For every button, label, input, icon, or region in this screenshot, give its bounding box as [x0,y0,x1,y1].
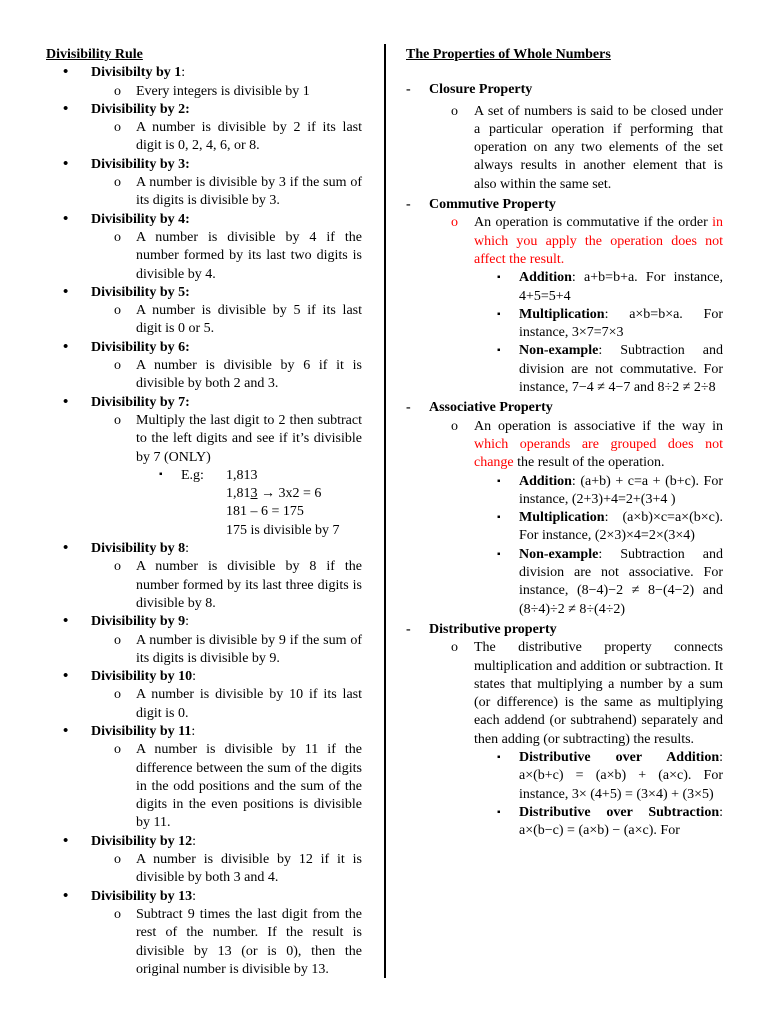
closure-property-text: o A set of numbers is said to be closed under a particular operation if performing that operation on any two elements of the set always results in another element that is also within the same set. [451,103,723,192]
divisibility-rules-list [46,64,362,979]
rule-heading: • Divisibility by 6: [46,339,362,357]
rule-heading: • Divisibility by 7: [46,394,362,412]
divisibility-rules-column [46,46,362,979]
distributive-property-heading: - Distributive property [406,621,557,637]
rule-description: o A number is divisible by 3 if the sum of its digits is divisible by 3. [114,175,362,209]
rule-description: o A number is divisible by 6 if it is divisible by both 2 and 3. [114,358,362,392]
rule-description: o Multiply the last digit to 2 then subtract to the left digits and see if it’s divisible by 7 (ONLY) [114,412,362,465]
divisibility-title: Divisibility Rule [46,47,143,62]
property-example-item: ▪ Multiplication: a×b=b×a. For instance, 3×7=7×3 [497,306,723,341]
associative-property-heading: - Associative Property [406,400,553,416]
property-example-item: ▪ Non-example: Subtraction and division are not associative. For instance, (8−4)−2 ≠ 8−(4−2) and (8÷4)÷2 ≠ 8÷(4÷2) [497,546,723,617]
properties-title: The Properties of Whole Numbers [406,47,611,62]
rule-description: o A number is divisible by 10 if its last digit is 0. [114,687,362,721]
property-example-item: ▪ Addition: a+b=b+a. For instance, 4+5=5+4 [497,270,723,304]
example-label: E.g: [181,467,204,483]
rule-description: o A number is divisible by 2 if its last digit is 0, 2, 4, 6, or 8. [114,120,362,154]
rule-description: o A number is divisible by 8 if the number formed by its last three digits is divisible by 8. [114,559,362,611]
commutive-property-text: o An operation is commutative if the order in which you apply the operation does not affect the result. [451,215,723,267]
rule-heading: • Divisibility by 4: [46,211,362,229]
associative-property-text: o An operation is associative if the way in which operands are grouped does not change the result of the operation. [451,418,723,471]
distributive-examples [406,749,723,840]
example-line: 175 is divisible by 7 [226,522,340,538]
rule-description: o A number is divisible by 11 if the difference between the sum of the digits in the odd positions and the sum of the digits in the even positions is divisible by 11. [114,742,362,831]
rule-heading: • Divisibility by 12: [46,833,362,851]
property-example-item: ▪ Distributive over Subtraction: a×(b−c) = (a×b) − (a×c). For [497,804,723,839]
commutive-examples [406,269,723,397]
distributive-property-text: o The distributive property connects multiplication and addition or subtraction. It states that multiplying a number by a sum (or difference) is the same as multiplying each addend (or subtrahend) separately and then adding (or subtracting) the results. [451,640,723,747]
rule-heading: • Divisibility by 8: [46,540,362,558]
rule-heading: • Divisibility by 3: [46,156,362,174]
rule-description: o A number is divisible by 9 if the sum of its digits is divisible by 9. [114,632,362,666]
rule-description: o A number is divisible by 4 if the number formed by its last two digits is divisible by 4. [114,229,362,282]
property-example-item: ▪ Addition: (a+b) + c=a + (b+c). For instance, (2+3)+4=2+(3+4 ) [497,473,723,507]
rule-heading: • Divisibility by 2: [46,101,362,119]
rule-description: o Every integers is divisible by 1 [114,83,310,99]
divisibility-7-example: ▪ E.g: 1,813 1,813 → 3x2 = 6 181 – 6 = 175 175 is divisible by 7 [46,467,362,540]
associative-examples [406,473,723,619]
example-line: 1,813 [226,467,258,483]
rule-heading: • Divisibility by 11: [46,723,362,741]
rule-heading: • Divisibility by 10: [46,668,362,686]
property-example-item: ▪ Non-example: Subtraction and division are not commutative. For instance, 7−4 ≠ 4−7 and 8÷2 ≠ 2÷8 [497,343,723,396]
rule-heading: • Divisibility by 9: [46,613,362,631]
rule-heading: • Divisibilty by 1: [46,64,362,82]
rule-description: o A number is divisible by 5 if its last digit is 0 or 5. [114,303,362,337]
property-example-item: ▪ Multiplication: (a×b)×c=a×(b×c). For instance, (2×3)×4=2×(3×4) [497,510,723,544]
rule-description: o A number is divisible by 12 if it is divisible by both 3 and 4. [114,852,362,886]
rule-heading: • Divisibility by 5: [46,284,362,302]
property-example-item: ▪ Distributive over Addition: a×(b+c) = (a×b) + (a×c). For instance, 3× (4+5) = (3×4) + (3×5) [497,749,723,802]
closure-property-heading: - Closure Property [406,82,533,98]
whole-number-properties-column [406,46,723,840]
example-line: 181 – 6 = 175 [226,504,304,520]
column-divider [384,44,386,978]
rule-heading: • Divisibility by 13: [46,888,362,906]
example-line: 1,813 → 3x2 = 6 [226,486,322,502]
commutive-property-heading: - Commutive Property [406,197,556,213]
rule-description: o Subtract 9 times the last digit from the rest of the number. If the result is divisible by 13 (or is 0), then the original number is divisible by 13. [114,906,362,977]
